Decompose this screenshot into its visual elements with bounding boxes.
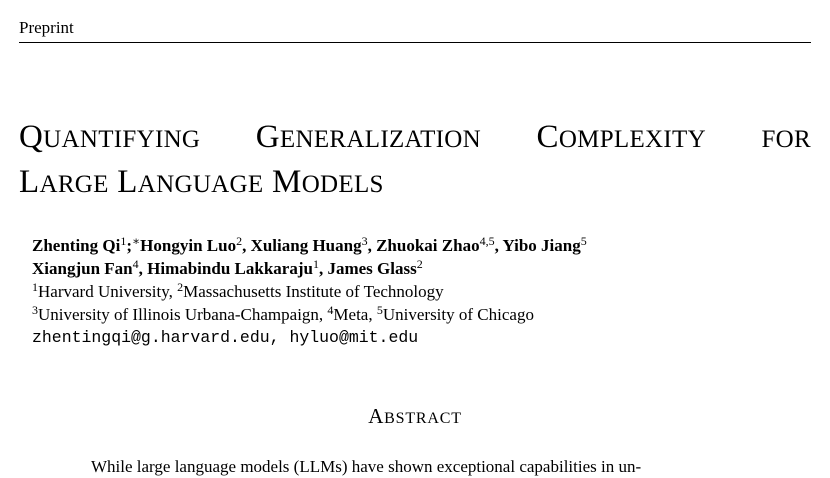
author-name: Yibo Jiang — [502, 236, 581, 255]
corresponding-mark: ∗ — [132, 234, 141, 248]
author-name: Zhuokai Zhao — [376, 236, 480, 255]
title-word: QUANTIFYING — [19, 119, 201, 155]
title-word: MODELS — [272, 164, 384, 200]
author-name: Hongyin Luo — [140, 236, 237, 255]
title-word: COMPLEXITY — [536, 119, 706, 155]
author-line-2: Xiangjun Fan$^4$, Himabindu Lakkaraju$^1$, James Glass$^2$ — [32, 257, 423, 278]
author-name: Xuliang Huang — [250, 236, 362, 255]
author-line-1: Zhenting Qi$^1$;∗Hongyin Luo$^2$, Xuliang Huang$^3$, Zhuokai Zhao$^{4,5}$, Yibo Jiang$^5$ — [32, 234, 587, 255]
abstract-first-line: While large language models (LLMs) have shown exceptional capabilities in un- — [91, 457, 642, 476]
title-line-1 — [19, 116, 811, 161]
running-header — [19, 18, 811, 43]
abstract-heading: ABSTRACT — [368, 404, 462, 428]
title-word: LARGE — [19, 164, 109, 200]
author-name: Himabindu Lakkaraju — [147, 259, 313, 278]
author-name: Zhenting Qi — [32, 236, 121, 255]
title-word: LANGUAGE — [117, 164, 264, 200]
affiliation-line-2: $^3$University of Illinois Urbana-Champaign, $^4$Meta, $^5$University of Chicago — [32, 303, 534, 324]
author-name: Xiangjun Fan — [32, 259, 133, 278]
title-word: GENERALIZATION — [255, 119, 482, 155]
author-block — [32, 234, 587, 349]
affiliation-line-1: $^1$Harvard University, $^2$Massachusetts Institute of Technology — [32, 280, 444, 301]
title-line-2 — [19, 161, 811, 206]
author-name: James Glass — [327, 259, 417, 278]
title-word: FOR — [761, 126, 811, 153]
paper-title — [19, 116, 811, 206]
running-head-text: Preprint — [19, 18, 74, 37]
contact-emails: zhentingqi@g.harvard.edu, hyluo@mit.edu — [32, 328, 419, 347]
